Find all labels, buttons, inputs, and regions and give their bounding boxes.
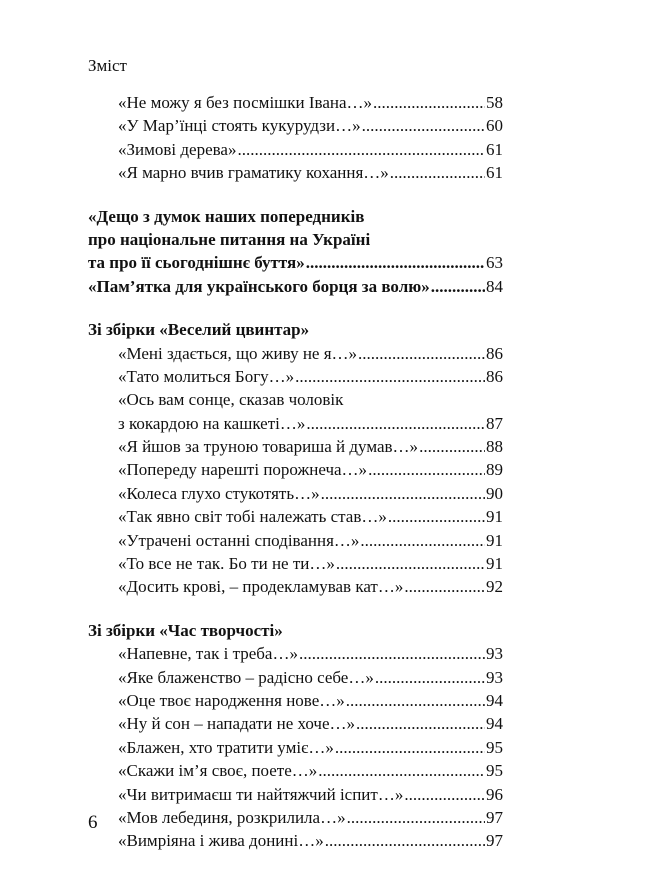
dot-leader <box>325 829 485 852</box>
toc-entry-page: 91 <box>486 554 503 574</box>
toc-entry-title: «Тато молиться Богу…» <box>118 366 295 386</box>
toc-entry <box>88 342 503 365</box>
toc-entry-title: «Вимріяна і жива донині…» <box>118 831 324 851</box>
dot-leader <box>404 575 485 598</box>
toc-entry-title: «Так явно світ тобі належать став…» <box>118 507 387 527</box>
section-gap <box>88 298 503 318</box>
toc-entry-line: «Дещо з думок наших попередників <box>88 206 365 226</box>
toc-entry-title: «То все не так. Бо ти не ти…» <box>118 554 335 574</box>
dot-leader <box>295 365 485 388</box>
dot-leader <box>346 689 485 712</box>
toc-entry-page: 97 <box>486 807 503 827</box>
toc-entry-page: 96 <box>486 784 503 804</box>
dot-leader <box>419 435 485 458</box>
toc-entry <box>88 759 503 782</box>
dot-leader <box>373 91 485 114</box>
section-heading: Зі збірки «Веселий цвинтар» <box>88 320 310 340</box>
toc-entry-title: «Мені здається, що живу не я…» <box>118 343 358 363</box>
toc-entry <box>88 412 503 435</box>
toc-entry <box>88 829 503 852</box>
toc-entry <box>88 783 503 806</box>
toc-entry <box>88 642 503 665</box>
page-number: 6 <box>88 812 98 833</box>
toc-entry-page: 90 <box>486 483 503 503</box>
toc-entry-title: «Колеса глухо стукотять…» <box>118 483 320 503</box>
dot-leader <box>306 251 485 274</box>
dot-leader <box>390 161 485 184</box>
toc-entry <box>88 275 503 298</box>
toc-entry-title: «Скажи ім’я своє, поете…» <box>118 761 318 781</box>
dot-leader <box>237 138 485 161</box>
toc-entry <box>88 138 503 161</box>
dot-leader <box>306 412 485 435</box>
toc-entry <box>88 365 503 388</box>
toc-entry-page: 91 <box>486 507 503 527</box>
toc-entry <box>88 251 503 274</box>
toc-entry-title: та про її сьогоднішнє буття» <box>88 253 305 273</box>
dot-leader <box>321 482 485 505</box>
toc-entry <box>88 114 503 137</box>
toc-entry-page: 88 <box>486 437 503 457</box>
dot-leader <box>388 505 485 528</box>
toc-entry-title: «Я йшов за труною товариша й думав…» <box>118 437 419 457</box>
toc-entry-title: «Яке блаженство – радісно себе…» <box>118 667 374 687</box>
toc-entry-title: «Ну й сон – нападати не хоче…» <box>118 714 356 734</box>
toc-entry-line: «Ось вам сонце, сказав чоловік <box>118 390 344 410</box>
toc-entry-title: «Зимові дерева» <box>118 139 237 159</box>
toc-entry-title: «Чи витримаєш ти найтяжчий іспит…» <box>118 784 404 804</box>
toc-entry-page: 63 <box>486 253 503 273</box>
toc-entry-title: «Я марно вчив граматику кохання…» <box>118 163 389 183</box>
dot-leader <box>347 806 485 829</box>
toc-entry-page: 92 <box>486 577 503 597</box>
table-of-contents <box>88 91 503 853</box>
toc-entry <box>88 482 503 505</box>
running-header: Зміст <box>88 56 127 75</box>
toc-entry <box>88 435 503 458</box>
toc-entry-page: 86 <box>486 343 503 363</box>
dot-leader <box>375 666 485 689</box>
toc-entry-page: 60 <box>486 116 503 136</box>
toc-entry-page: 94 <box>486 690 503 710</box>
toc-entry <box>88 712 503 735</box>
dot-leader <box>404 783 485 806</box>
toc-entry-title: «Блажен, хто тратити уміє…» <box>118 737 334 757</box>
toc-entry-title: «Не можу я без посмішки Івана…» <box>118 93 373 112</box>
toc-entry-page: 61 <box>486 163 503 183</box>
section-heading: Зі збірки «Час творчості» <box>88 620 283 640</box>
toc-entry-title: «Оце твоє народження нове…» <box>118 690 345 710</box>
dot-leader <box>299 642 485 665</box>
dot-leader <box>356 712 485 735</box>
toc-entry-title: «Мов лебединя, розкрилила…» <box>118 807 346 827</box>
toc-entry <box>88 91 503 114</box>
toc-entry <box>88 529 503 552</box>
toc-entry-title: «Досить крові, – продекламував кат…» <box>118 577 404 597</box>
toc-entry <box>88 505 503 528</box>
toc-entry-page: 89 <box>486 460 503 480</box>
toc-entry <box>88 552 503 575</box>
toc-entry-page: 93 <box>486 644 503 664</box>
toc-entry-page: 84 <box>486 276 503 296</box>
dot-leader <box>336 552 485 575</box>
section-gap <box>88 599 503 619</box>
section-gap <box>88 185 503 205</box>
toc-entry <box>88 666 503 689</box>
toc-entry-page: 95 <box>486 761 503 781</box>
toc-entry-page: 61 <box>486 139 503 159</box>
toc-entry-page: 86 <box>486 366 503 386</box>
toc-entry <box>88 575 503 598</box>
toc-entry-title: «Утрачені останні сподівання…» <box>118 530 360 550</box>
toc-entry-page: 94 <box>486 714 503 734</box>
toc-entry-title: «Попереду нарешті порожнеча…» <box>118 460 368 480</box>
toc-entry-title: з кокардою на кашкеті…» <box>118 413 306 433</box>
toc-entry <box>88 161 503 184</box>
toc-entry-title: «Напевне, так і треба…» <box>118 644 298 664</box>
toc-entry-line: про національне питання на Україні <box>88 229 371 249</box>
toc-entry <box>88 689 503 712</box>
toc-entry-page: 97 <box>486 831 503 851</box>
toc-entry-page: 58 <box>486 93 503 112</box>
dot-leader <box>360 529 485 552</box>
dot-leader <box>362 114 485 137</box>
dot-leader <box>358 342 485 365</box>
dot-leader <box>335 736 485 759</box>
dot-leader <box>431 275 485 298</box>
toc-entry <box>88 736 503 759</box>
dot-leader <box>318 759 485 782</box>
toc-entry-page: 87 <box>486 413 503 433</box>
toc-entry <box>88 806 503 829</box>
toc-entry <box>88 458 503 481</box>
dot-leader <box>368 458 485 481</box>
toc-entry-page: 93 <box>486 667 503 687</box>
toc-entry-page: 91 <box>486 530 503 550</box>
toc-entry-page: 95 <box>486 737 503 757</box>
toc-entry-title: «Пам’ятка для українського борця за волю» <box>88 276 430 296</box>
toc-entry-title: «У Мар’їнці стоять кукурудзи…» <box>118 116 361 136</box>
